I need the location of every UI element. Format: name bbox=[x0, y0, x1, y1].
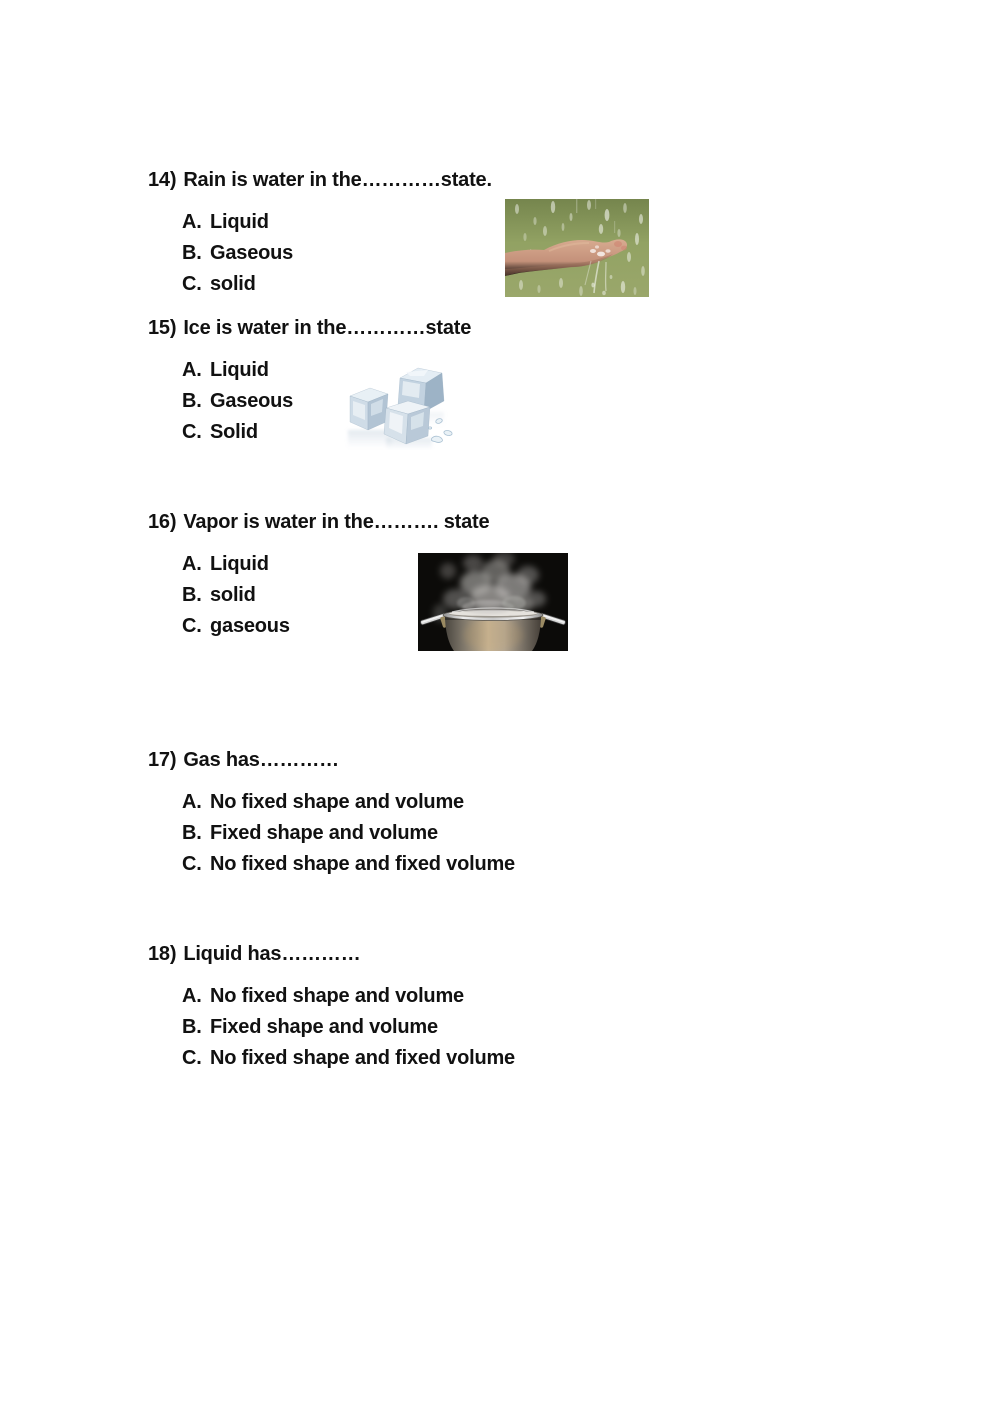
question-16-title bbox=[148, 509, 489, 535]
option-letter: C. bbox=[182, 273, 202, 295]
question-15-title bbox=[148, 315, 471, 341]
question-number: 16) bbox=[148, 511, 177, 533]
question-text: Gas has………… bbox=[183, 749, 339, 771]
option-label: Gaseous bbox=[210, 242, 294, 264]
option-row bbox=[182, 238, 293, 269]
option-letter: B. bbox=[182, 584, 202, 606]
option-label: No fixed shape and volume bbox=[210, 791, 464, 813]
option-label: No fixed shape and fixed volume bbox=[210, 1047, 515, 1069]
option-letter: B. bbox=[182, 242, 202, 264]
option-label: gaseous bbox=[210, 615, 290, 637]
option-label: Liquid bbox=[210, 553, 269, 575]
question-number: 14) bbox=[148, 169, 177, 191]
question-17-title bbox=[148, 747, 339, 773]
option-letter: C. bbox=[182, 421, 202, 443]
question-15-options bbox=[182, 355, 293, 448]
option-label: Fixed shape and volume bbox=[210, 822, 438, 844]
question-number: 18) bbox=[148, 943, 177, 965]
rain-falling-on-hand-photo bbox=[505, 199, 649, 297]
question-14-options bbox=[182, 207, 293, 300]
option-row bbox=[182, 787, 515, 818]
ice-cubes-photo bbox=[340, 364, 460, 450]
option-letter: C. bbox=[182, 1047, 202, 1069]
option-label: solid bbox=[210, 273, 256, 295]
option-letter: A. bbox=[182, 359, 202, 381]
steaming-pot-photo bbox=[418, 553, 568, 651]
question-16-options bbox=[182, 549, 290, 642]
question-17-options bbox=[182, 787, 515, 880]
option-letter: A. bbox=[182, 211, 202, 233]
option-label: Fixed shape and volume bbox=[210, 1016, 438, 1038]
option-row bbox=[182, 207, 293, 238]
question-text: Rain is water in the…………state. bbox=[183, 169, 492, 191]
question-text: Liquid has………… bbox=[183, 943, 361, 965]
option-label: No fixed shape and volume bbox=[210, 985, 464, 1007]
question-text: Vapor is water in the………. state bbox=[183, 511, 490, 533]
question-18-options bbox=[182, 981, 515, 1074]
option-row bbox=[182, 1012, 515, 1043]
option-row bbox=[182, 386, 293, 417]
pot-body bbox=[443, 608, 543, 651]
option-letter: A. bbox=[182, 791, 202, 813]
option-letter: B. bbox=[182, 390, 202, 412]
option-row bbox=[182, 981, 515, 1012]
option-row bbox=[182, 611, 290, 642]
option-row bbox=[182, 580, 290, 611]
option-row bbox=[182, 269, 293, 300]
option-letter: B. bbox=[182, 822, 202, 844]
option-letter: A. bbox=[182, 553, 202, 575]
option-row bbox=[182, 818, 515, 849]
option-label: Liquid bbox=[210, 211, 269, 233]
option-row bbox=[182, 355, 293, 386]
option-label: Solid bbox=[210, 421, 258, 443]
option-letter: B. bbox=[182, 1016, 202, 1038]
question-14-title bbox=[148, 167, 492, 193]
ice-cube-left bbox=[350, 388, 388, 430]
option-label: No fixed shape and fixed volume bbox=[210, 853, 515, 875]
question-number: 15) bbox=[148, 317, 177, 339]
option-label: solid bbox=[210, 584, 256, 606]
question-number: 17) bbox=[148, 749, 177, 771]
question-18-title bbox=[148, 941, 361, 967]
option-label: Liquid bbox=[210, 359, 269, 381]
option-letter: C. bbox=[182, 853, 202, 875]
question-text: Ice is water in the…………state bbox=[183, 317, 472, 339]
option-letter: A. bbox=[182, 985, 202, 1007]
option-row bbox=[182, 417, 293, 448]
option-row bbox=[182, 1043, 515, 1074]
option-row bbox=[182, 549, 290, 580]
option-label: Gaseous bbox=[210, 390, 294, 412]
option-row bbox=[182, 849, 515, 880]
option-letter: C. bbox=[182, 615, 202, 637]
